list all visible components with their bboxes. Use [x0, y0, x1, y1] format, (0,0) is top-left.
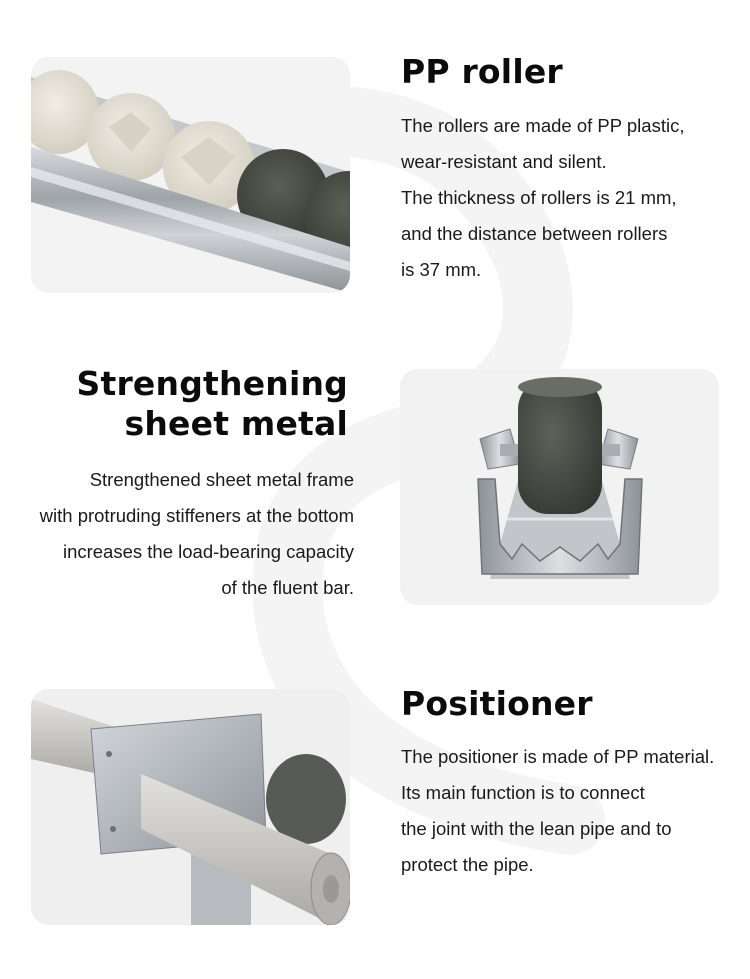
section-title-sheet-metal — [77, 364, 348, 444]
sheet-metal-line: of the fluent bar. — [221, 577, 354, 598]
section-title-positioner: Positioner — [401, 684, 593, 723]
roller-track-photo — [31, 57, 350, 293]
pp-roller-description — [401, 108, 684, 288]
sheet-metal-title-line: Strengthening — [76, 364, 348, 403]
pp-roller-line: and the distance between rollers — [401, 223, 668, 244]
positioner-line: the joint with the lean pipe and to — [401, 818, 672, 839]
positioner-line: The positioner is made of PP material. — [401, 746, 715, 767]
sheet-metal-description — [40, 462, 354, 606]
pp-roller-line: The rollers are made of PP plastic, — [401, 115, 685, 136]
sheet-metal-profile-photo — [400, 369, 719, 605]
sheet-metal-line: increases the load-bearing capacity — [62, 541, 354, 562]
pp-roller-line: wear-resistant and silent. — [401, 151, 607, 172]
positioner-description — [401, 739, 714, 883]
sheet-metal-title-line: sheet metal — [124, 404, 348, 443]
positioner-line: protect the pipe. — [401, 854, 534, 875]
positioner-connector-photo — [31, 689, 350, 925]
positioner-line: Its main function is to connect — [401, 782, 645, 803]
pp-roller-line: The thickness of rollers is 21 mm, — [401, 187, 677, 208]
sheet-metal-line: Strengthened sheet metal frame — [89, 469, 354, 490]
section-title-pp-roller: PP roller — [401, 52, 563, 91]
sheet-metal-line: with protruding stiffeners at the bottom — [39, 505, 354, 526]
pp-roller-line: is 37 mm. — [401, 259, 482, 280]
